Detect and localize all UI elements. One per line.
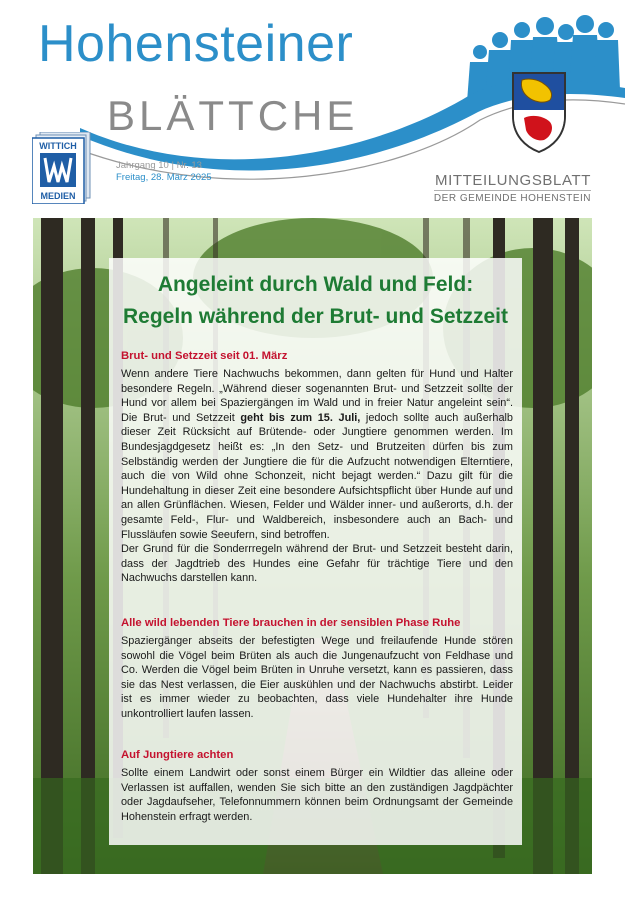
bulletin-subtitle: DER GEMEINDE HOHENSTEIN xyxy=(433,193,591,204)
issue-date: Freitag, 28. März 2025 xyxy=(116,172,212,183)
headline-line-2: Regeln während der Brut- und Setzzeit xyxy=(122,305,509,328)
bulletin-title: MITTEILUNGSBLATT xyxy=(434,172,591,189)
masthead-title: Hohensteiner xyxy=(38,15,354,73)
paragraph: Sollte einem Landwirt oder sonst einem Bürger ein Wildtier das alleine oder Verlassen ist auffallen, wenden Sie sich bitte an den zuständigen Jagdpächter oder Jagdaufseher, Telefonnummern können beim Ordnungsamt der Gemeinde Hohenstein erfragt werden. xyxy=(121,767,513,823)
headline-line-1: Angeleint durch Wald und Feld: xyxy=(157,273,474,296)
wittich-logo-line1: WITTICH xyxy=(39,141,77,151)
article-headline xyxy=(109,269,522,333)
section-body-1 xyxy=(121,367,513,586)
bulletin-label xyxy=(434,172,591,204)
section-heading-2: Alle wild lebenden Tiere brauchen in der sensiblen Phase Ruhe xyxy=(121,617,461,629)
wittich-medien-logo xyxy=(32,132,92,204)
coat-of-arms-emblem xyxy=(510,70,568,154)
paragraph: Wenn andere Tiere Nachwuchs bekommen, dann gelten für Hund und Halter besondere Regeln. „Während dieser sogenannten Brut- und Setzzeit sollte der Hund vor allem bei Spaziergängen im Wald und in freier Natur angeleint sein“. Die Brut- und Setzzeit geht bis zum 15. Juli, jedoch sollte auch außerhalb dieser Zeit Rücksicht auf Brütende- oder Jungtiere genommen werden. Im Bundesjagdgesetz heißt es: „In den Setz- und Brutzeiten dürfen bis zum Selbständig werden der Jungtiere die für die Aufzucht notwendigen Elterntiere, auch die von Wild ohne Schonzeit, nicht bejagt werden.“ Dazu gilt für die Hundehaltung in dieser Zeit eine besondere Aufsichtspflicht über Hunde auf und an allen Grünflächen. Wiesen, Felder und Wälder inner- und außerorts, d.h. der gesamte Feld-, Flur- und Waldbereich, insbesondere auch an Bach- und Flussläufen sowie Seeufern, sind betroffen. xyxy=(121,368,513,541)
section-heading-1: Brut- und Setzzeit seit 01. März xyxy=(121,350,288,362)
masthead-subtitle: BLÄTTCHE xyxy=(107,92,359,139)
issue-number: Jahrgang 10 | Nr. 13 xyxy=(116,160,202,171)
section-body-2 xyxy=(121,634,513,722)
article-panel xyxy=(109,258,522,845)
paragraph: Der Grund für die Sonderrregeln während der Brut- und Setzzeit besteht darin, dass der Jagdtrieb des Hundes eine Gefahr für trächtige Tiere und den Nachwuchs darstellen kann. xyxy=(121,543,513,585)
paragraph: Spaziergänger abseits der befestigten Wege und freilaufende Hunde stören sowohl die Vögel beim Brüten als auch die Jungenaufzucht von Feldhase und Co. Werden die Vögel beim Brüten in Unruhe versetzt, kann es passieren, dass sie das Nest verlassen, die Eier auskühlen und der Nachwuchs abstirbt. Leider ist es immer wieder zu beobachten, dass viele Hundehalter ihre Hunde unkontrolliert laufen lassen. xyxy=(121,635,513,720)
wittich-logo-line2: MEDIEN xyxy=(40,191,76,201)
highlight-date: geht bis zum 15. Juli, xyxy=(240,411,361,424)
masthead xyxy=(0,0,625,218)
issue-meta xyxy=(116,160,212,184)
section-body-3 xyxy=(121,766,513,824)
section-heading-3: Auf Jungtiere achten xyxy=(121,749,234,761)
